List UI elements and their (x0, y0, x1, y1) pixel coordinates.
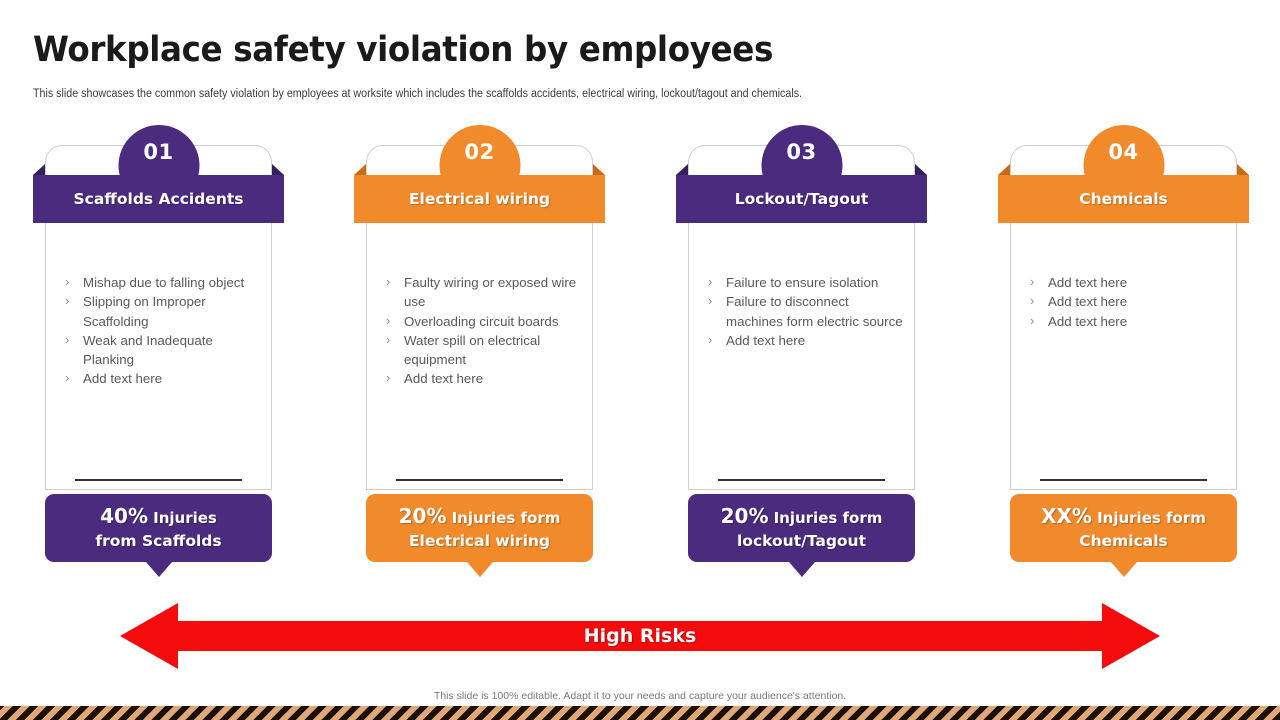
chevron-right-icon: › (1030, 312, 1035, 328)
list-item (1026, 273, 1227, 292)
ribbon-fold (33, 164, 45, 175)
list-item (704, 331, 905, 350)
chevron-right-icon: › (708, 293, 713, 309)
stat-banner[interactable] (688, 494, 915, 562)
list-item-label: Mishap due to falling object (83, 275, 245, 290)
stat-pointer (789, 562, 815, 577)
chevron-right-icon: › (386, 312, 391, 328)
card-title: Chemicals (1079, 190, 1168, 208)
stat-label: Injuries (153, 509, 217, 527)
card-number: 03 (786, 140, 817, 164)
stat-line-1 (721, 504, 883, 530)
page-title: Workplace safety violation by employees (33, 30, 773, 70)
ribbon-fold (272, 164, 284, 175)
stat-box (688, 494, 915, 562)
ribbon-fold (676, 164, 688, 175)
ribbon-fold (915, 164, 927, 175)
stat-line-2: Chemicals (1079, 532, 1168, 550)
list-item-label: Failure to ensure isolation (726, 275, 879, 290)
chevron-right-icon: › (708, 331, 713, 347)
list-item-label: Add text here (726, 332, 806, 348)
ribbon-fold (1237, 164, 1249, 175)
bullet-list (61, 273, 262, 389)
list-item (61, 273, 262, 292)
chevron-right-icon: › (65, 331, 70, 347)
ribbon-fold (354, 164, 366, 175)
stat-pointer (146, 562, 172, 577)
card-title: Scaffolds Accidents (73, 190, 244, 208)
violation-card[interactable] (45, 140, 272, 490)
stat-percent: 20% (720, 504, 769, 528)
chevron-right-icon: › (386, 331, 391, 347)
list-item (704, 273, 905, 292)
chevron-right-icon: › (386, 370, 391, 386)
chevron-right-icon: › (65, 293, 70, 309)
card-title-banner (354, 175, 605, 223)
list-item (382, 331, 583, 370)
list-item (382, 273, 583, 312)
chevron-right-icon: › (65, 274, 70, 289)
stat-label: Injuries form (451, 509, 561, 527)
stat-banner[interactable] (1010, 494, 1237, 562)
high-risks-label: High Risks (583, 625, 697, 647)
list-item-label: Failure to disconnect machines form electric source (726, 294, 903, 329)
stat-percent: 40% (100, 504, 149, 528)
stat-line-1 (1041, 504, 1206, 530)
stat-box (45, 494, 272, 562)
card-number: 02 (464, 140, 495, 164)
stat-percent: XX% (1041, 504, 1092, 528)
bullet-list (1026, 273, 1227, 331)
stat-label: Injuries form (1097, 509, 1206, 527)
list-item (382, 369, 583, 388)
stat-line-2: Electrical wiring (408, 532, 551, 550)
stat-percent: 20% (398, 504, 447, 528)
card-title: Lockout/Tagout (734, 190, 869, 208)
list-item-label: Add text here (1048, 313, 1128, 329)
card-title: Electrical wiring (408, 190, 551, 208)
stat-pointer (1111, 562, 1137, 577)
ribbon-fold (593, 164, 605, 175)
list-item-label: Weak and Inadequate Planking (83, 332, 213, 368)
stat-banner[interactable] (366, 494, 593, 562)
violation-card[interactable] (1010, 140, 1237, 490)
violation-card[interactable] (366, 140, 593, 490)
card-divider (1040, 479, 1207, 481)
ribbon-fold (998, 164, 1010, 175)
card-divider (718, 479, 885, 481)
list-item (1026, 292, 1227, 311)
stat-box (1010, 494, 1237, 562)
list-item-label: Add text here (1048, 275, 1128, 290)
stat-label: Injuries form (773, 509, 883, 527)
list-item-label: Water spill on electrical equipment (404, 332, 541, 368)
list-item (704, 292, 905, 331)
list-item-label: Slipping on Improper Scaffolding (83, 294, 206, 329)
stat-line-2: from Scaffolds (95, 532, 222, 550)
chevron-right-icon: › (386, 274, 391, 289)
list-item (382, 312, 583, 331)
card-divider (75, 479, 242, 481)
stat-banner[interactable] (45, 494, 272, 562)
stat-pointer (467, 562, 493, 577)
card-title-banner (676, 175, 927, 223)
list-item (61, 331, 262, 370)
chevron-right-icon: › (1030, 293, 1035, 309)
list-item-label: Add text here (83, 371, 163, 387)
card-title-banner (33, 175, 284, 223)
stat-line-1 (100, 504, 217, 530)
card-number: 01 (143, 140, 174, 164)
chevron-right-icon: › (65, 370, 70, 386)
list-item-label: Add text here (404, 371, 484, 387)
list-item (1026, 312, 1227, 331)
page-subtitle: This slide showcases the common safety violation by employees at worksite which includes the scaffolds accidents, electrical wiring, lockout/tagout and chemicals. (33, 88, 803, 100)
chevron-right-icon: › (1030, 274, 1035, 289)
list-item (61, 369, 262, 388)
stat-line-2: lockout/Tagout (736, 532, 867, 550)
hazard-stripe-border (0, 706, 1280, 720)
card-divider (396, 479, 563, 481)
list-item-label: Faulty wiring or exposed wire use (404, 275, 577, 310)
violation-card[interactable] (688, 140, 915, 490)
footer-note: This slide is 100% editable. Adapt it to your needs and capture your audience's attention. (433, 690, 847, 702)
stat-line-1 (399, 504, 561, 530)
list-item (61, 292, 262, 331)
bullet-list (704, 273, 905, 350)
bullet-list (382, 273, 583, 389)
stat-box (366, 494, 593, 562)
list-item-label: Add text here (1048, 294, 1128, 310)
card-title-banner (998, 175, 1249, 223)
chevron-right-icon: › (708, 274, 713, 289)
card-number: 04 (1108, 140, 1139, 164)
list-item-label: Overloading circuit boards (404, 313, 559, 329)
high-risks-arrow (120, 601, 1160, 671)
